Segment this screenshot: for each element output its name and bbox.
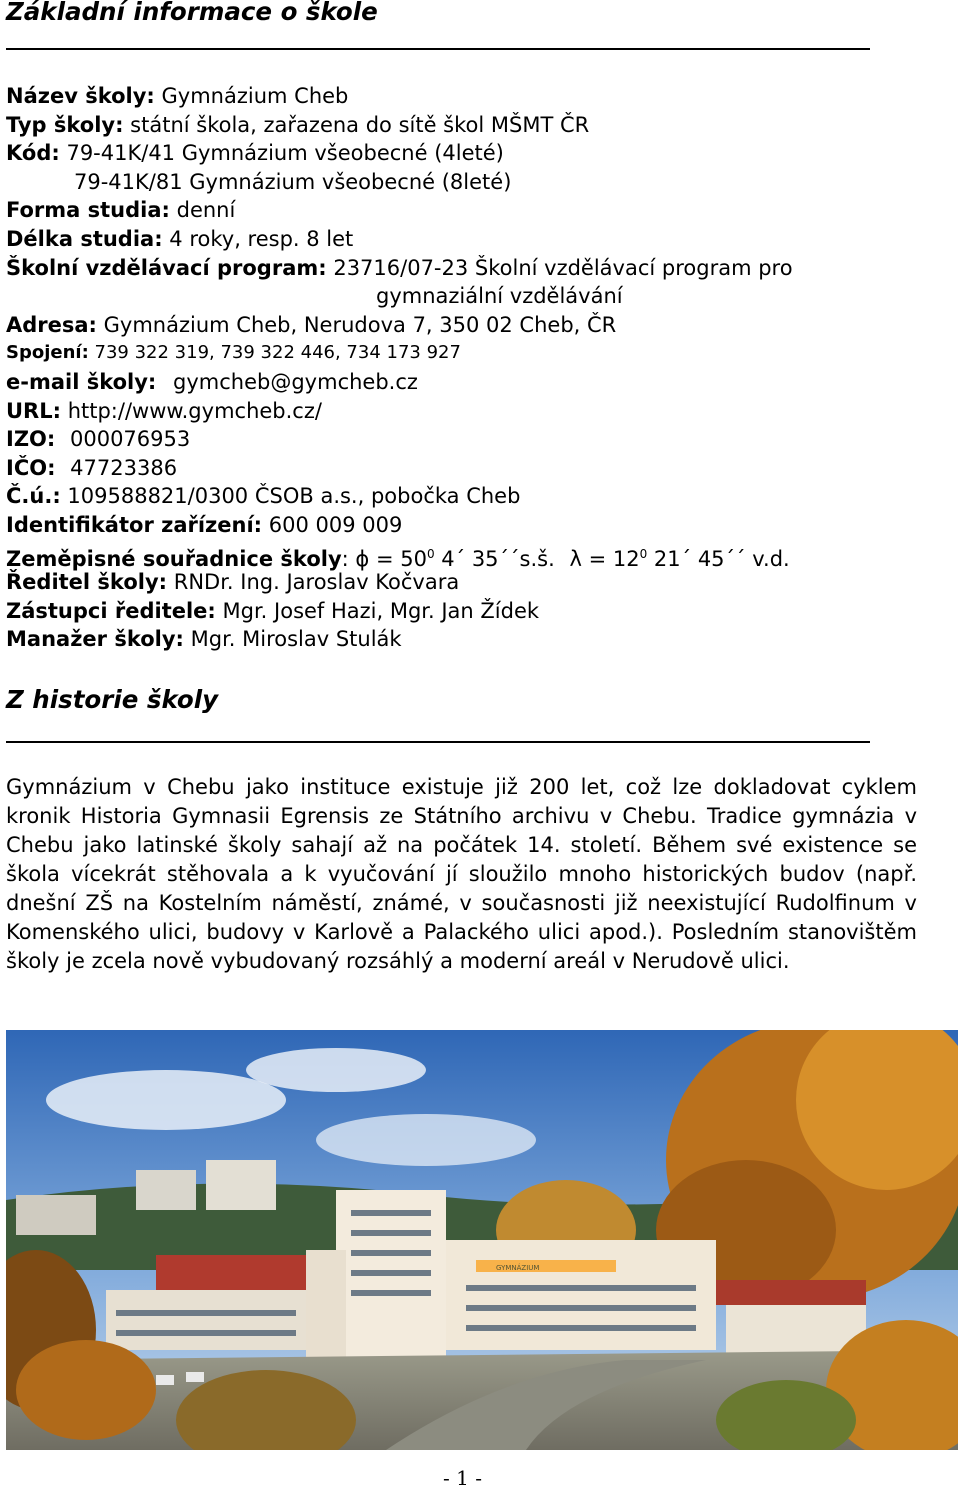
longitude-degree-sup: 0: [639, 546, 648, 561]
url-link[interactable]: http://www.gymcheb.cz/: [67, 398, 322, 423]
field-label: Název školy:: [6, 84, 155, 108]
field-value: 000076953: [69, 427, 191, 452]
field-value: Gymnázium Cheb: [161, 84, 349, 108]
field-label: Spojení:: [6, 342, 89, 364]
field-label: IČO:: [6, 455, 56, 480]
field-program: [6, 254, 793, 283]
history-underline: [6, 741, 870, 743]
field-value: 79-41K/41 Gymnázium všeobecné (4leté): [66, 141, 504, 166]
school-info-block: [6, 82, 793, 654]
field-value: RNDr. Ing. Jaroslav Kočvara: [173, 570, 460, 595]
school-campus-photo: [6, 1030, 958, 1450]
field-label: IZO:: [6, 427, 56, 452]
page-number: - 1 -: [443, 1466, 482, 1490]
field-label: Forma studia:: [6, 198, 170, 223]
field-zastupci: [6, 597, 793, 626]
field-kod-continued: [6, 168, 793, 197]
field-value: denní: [176, 198, 236, 223]
latitude-rest: 4´ 35´´s.š.: [441, 546, 555, 571]
field-label: Identifikátor zařízení:: [6, 512, 263, 537]
field-label: Zeměpisné souřadnice školy: [6, 546, 342, 571]
field-value: 23716/07-23 Školní vzdělávací program pro: [333, 255, 793, 280]
field-forma: [6, 196, 793, 225]
field-ucet: [6, 482, 793, 511]
field-label: e-mail školy:: [6, 369, 157, 394]
section-title-history: Z historie školy: [6, 685, 219, 714]
field-value: 4 roky, resp. 8 let: [169, 226, 354, 251]
field-value: 739 322 319, 739 322 446, 734 173 927: [94, 342, 461, 364]
history-paragraph: Gymnázium v Chebu jako instituce existuje již 200 let, což lze dokladovat cyklem kronik Historia Gymnasii Egrensis ze Státního archivu v Chebu. Tradice gymnázia v Chebu jako latinské školy sahají až na počátek 14. století. Během své existence se škola vícekrát stěhovala a k vyučování jí sloužilo mnoho historických budov (např. dnešní ZŠ na Kostelním náměstí, známé, v současnosti již neexistující Rudolfinum v Komenského ulici, budovy v Karlově a Palackého ulici apod.). Posledním stanovištěm školy je zcela nově vybudovaný rozsáhlý a moderní areál v Nerudově ulici.: [6, 775, 917, 973]
field-value: Mgr. Miroslav Stulák: [190, 627, 402, 652]
field-value: Mgr. Josef Hazi, Mgr. Jan Žídek: [222, 598, 540, 623]
field-url: [6, 397, 793, 426]
field-program-continued: [6, 282, 793, 311]
field-value: Gymnázium Cheb, Nerudova 7, 350 02 Cheb, ČR: [103, 312, 617, 337]
building-sign: GYMNÁZIUM: [496, 1264, 540, 1272]
phi-symbol: ϕ: [355, 546, 370, 571]
field-value: 47723386: [70, 455, 178, 480]
field-typ: [6, 111, 793, 140]
field-kod: [6, 139, 793, 168]
field-label: Adresa:: [6, 312, 97, 337]
field-souradnice: [6, 540, 793, 569]
field-label: Č.ú.:: [6, 484, 61, 509]
field-value: gymnaziální vzdělávání: [376, 284, 623, 309]
field-label: Manažer školy:: [6, 627, 184, 652]
field-ico: [6, 454, 793, 483]
title-underline: [6, 48, 870, 50]
field-email: [6, 368, 793, 397]
field-label: Typ školy:: [6, 112, 124, 137]
field-label: URL:: [6, 398, 62, 423]
field-reditel: [6, 568, 793, 597]
email-link[interactable]: gymcheb@gymcheb.cz: [173, 369, 418, 394]
field-izo: [6, 425, 793, 454]
longitude-degrees: = 12: [588, 546, 640, 571]
field-identifikator: [6, 511, 793, 540]
lambda-symbol: λ: [569, 546, 582, 571]
field-value: státní škola, zařazena do sítě škol MŠMT ČR: [130, 112, 590, 137]
field-value: 600 009 009: [268, 512, 403, 537]
latitude-degree-sup: 0: [426, 546, 435, 561]
field-value: 79-41K/81 Gymnázium všeobecné (8leté): [74, 169, 512, 194]
field-label: Zástupci ředitele:: [6, 598, 216, 623]
field-adresa: [6, 311, 793, 340]
field-spojeni: [6, 339, 793, 368]
field-label: Délka studia:: [6, 226, 163, 251]
field-value: 109588821/0300 ČSOB a.s., pobočka Cheb: [67, 484, 521, 509]
field-label: Ředitel školy:: [6, 570, 168, 595]
field-label: Školní vzdělávací program:: [6, 255, 327, 280]
field-manazer: [6, 625, 793, 654]
field-nazev: [6, 82, 793, 111]
longitude-rest: 21´ 45´´ v.d.: [653, 546, 790, 571]
latitude-degrees: = 50: [375, 546, 427, 571]
field-delka: [6, 225, 793, 254]
field-colon: :: [341, 546, 349, 571]
section-title-basic-info: Základní informace o škole: [6, 0, 378, 26]
field-label: Kód:: [6, 141, 60, 166]
